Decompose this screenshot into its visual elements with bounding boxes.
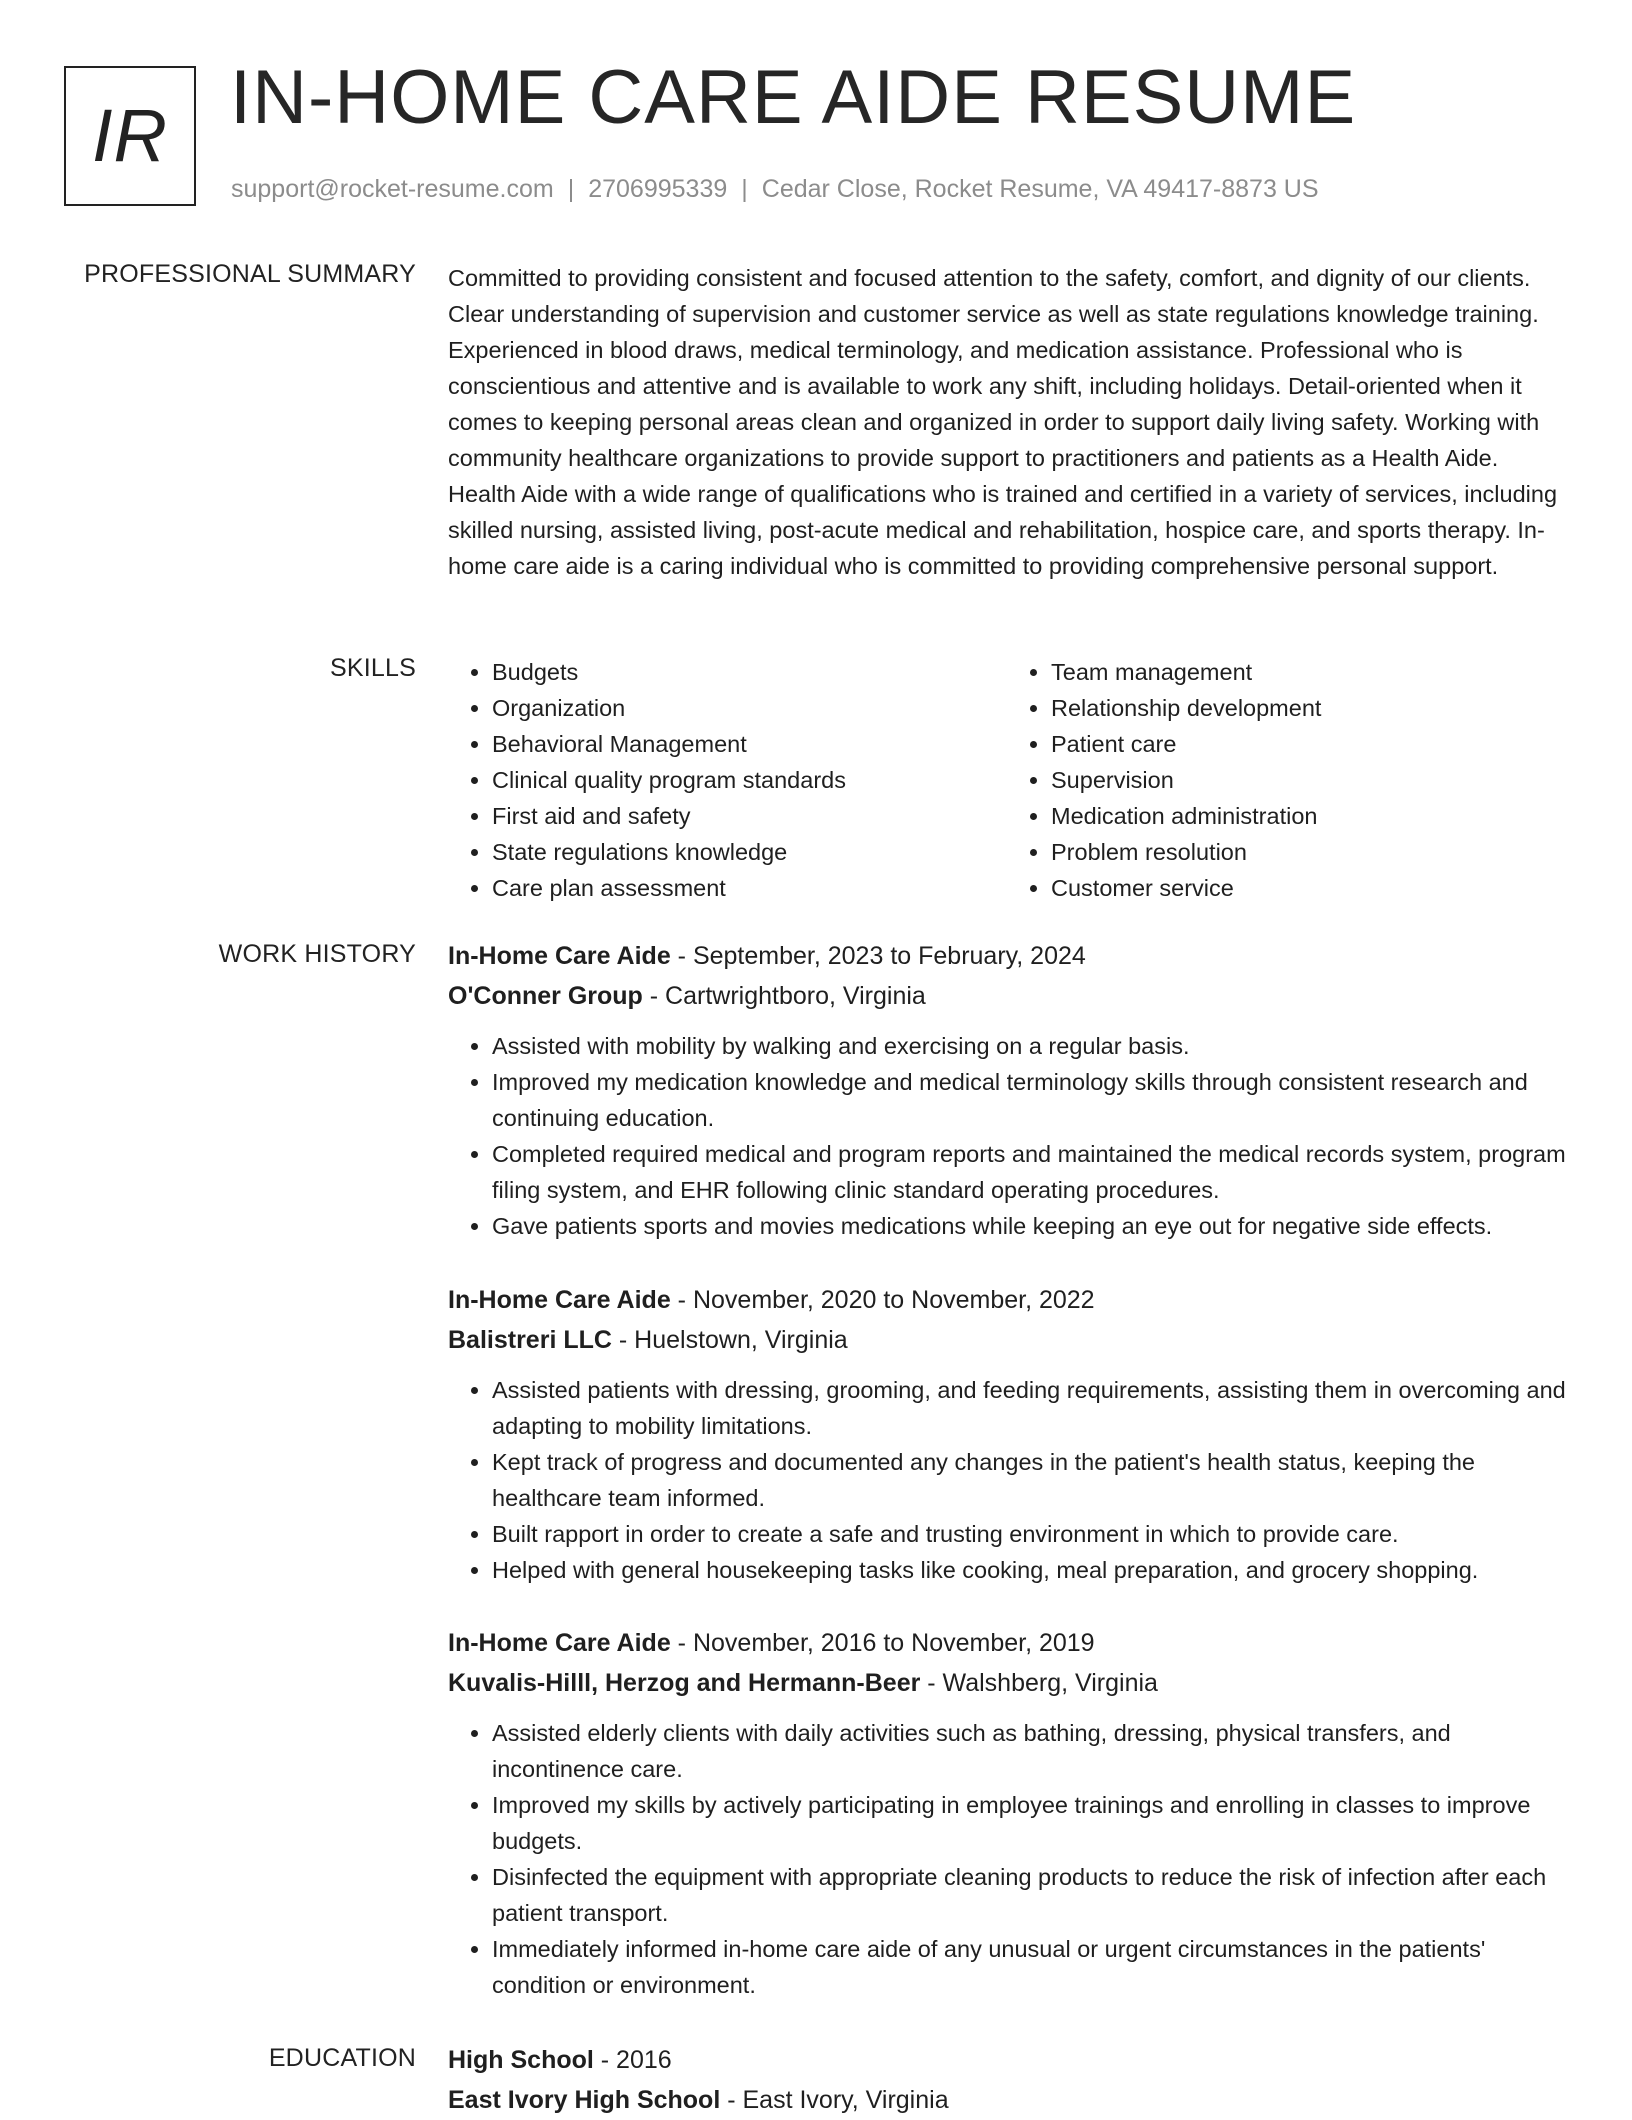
job-company-line	[448, 976, 1566, 1016]
skill-item: • Budgets	[492, 654, 1007, 690]
job-dates: - November, 2016 to November, 2019	[670, 1629, 1095, 1657]
summary-heading: PROFESSIONAL SUMMARY	[84, 260, 416, 288]
skill-item: • Behavioral Management	[492, 726, 1007, 762]
contact-phone[interactable]: 2706995339	[588, 175, 728, 203]
contact-email[interactable]: support@rocket-resume.com	[231, 175, 554, 203]
education-degree: High School	[448, 2046, 594, 2074]
skill-item: • Relationship development	[1051, 690, 1566, 726]
skill-item: • Medication administration	[1051, 798, 1566, 834]
education-degree-line	[448, 2040, 1566, 2080]
job-bullets	[448, 1028, 1566, 1244]
job-bullet: • Disinfected the equipment with appropriate cleaning products to reduce the risk of infection after each patient transport.	[492, 1859, 1566, 1931]
job-dates: - November, 2020 to November, 2022	[670, 1286, 1095, 1314]
job-bullet: • Built rapport in order to create a safe and trusting environment in which to provide care.	[492, 1516, 1566, 1552]
skills-section	[448, 654, 1566, 906]
job-entry	[448, 1280, 1566, 1588]
job-location: - Huelstown, Virginia	[611, 1326, 848, 1354]
skill-item: • Customer service	[1051, 870, 1566, 906]
job-bullet: • Kept track of progress and documented any changes in the patient's health status, keeping the healthcare team informed.	[492, 1444, 1566, 1516]
summary-text: Committed to providing consistent and focused attention to the safety, comfort, and dignity of our clients. Clear understanding of supervision and customer service as well as state regulations knowledge training. Experienced in blood draws, medical terminology, and medication assistance. Professional who is conscientious and attentive and is available to work any shift, including holidays. Detail-oriented when it comes to keeping personal areas clean and organized in order to support daily living safety. Working with community healthcare organizations to provide support to practitioners and patients as a Health Aide. Health Aide with a wide range of qualifications who is trained and certified in a variety of services, including skilled nursing, assisted living, post-acute medical and rehabilitation, hospice care, and sports therapy. In-home care aide is a caring individual who is committed to providing comprehensive personal support.	[448, 265, 1558, 579]
skills-list-left	[448, 654, 1007, 906]
job-title: In-Home Care Aide	[448, 942, 671, 970]
job-dates: - September, 2023 to February, 2024	[670, 942, 1086, 970]
job-title: In-Home Care Aide	[448, 1629, 671, 1657]
skill-item: • Problem resolution	[1051, 834, 1566, 870]
skill-item: • First aid and safety	[492, 798, 1007, 834]
skill-item: • Patient care	[1051, 726, 1566, 762]
skill-item: • Team management	[1051, 654, 1566, 690]
job-company-line	[448, 1663, 1566, 1703]
job-company-line	[448, 1320, 1566, 1360]
job-bullet: • Improved my medication knowledge and medical terminology skills through consistent research and continuing education.	[492, 1064, 1566, 1136]
job-bullets	[448, 1372, 1566, 1588]
job-entry	[448, 936, 1566, 1244]
skill-item: • Clinical quality program standards	[492, 762, 1007, 798]
skills-list-right	[1007, 654, 1566, 906]
job-bullets	[448, 1715, 1566, 2003]
job-title-line	[448, 1280, 1566, 1320]
job-bullet: • Gave patients sports and movies medications while keeping an eye out for negative side effects.	[492, 1208, 1566, 1244]
education-school-line	[448, 2080, 1566, 2120]
contact-line	[231, 175, 1319, 204]
skills-heading: SKILLS	[330, 654, 416, 682]
job-location: - Walshberg, Virginia	[920, 1669, 1158, 1697]
job-company: Balistreri LLC	[448, 1326, 612, 1354]
job-title: In-Home Care Aide	[448, 1286, 671, 1314]
job-entry	[448, 1623, 1566, 2003]
job-bullet: • Improved my skills by actively participating in employee trainings and enrolling in classes to improve budgets.	[492, 1787, 1566, 1859]
education-entry	[448, 2040, 1566, 2120]
skill-item: • State regulations knowledge	[492, 834, 1007, 870]
job-company: O'Conner Group	[448, 982, 643, 1010]
job-company: Kuvalis-Hilll, Herzog and Hermann-Beer	[448, 1669, 921, 1697]
job-bullet: • Completed required medical and program reports and maintained the medical records system, program filing system, and EHR following clinic standard operating procedures.	[492, 1136, 1566, 1208]
job-bullet: • Assisted elderly clients with daily activities such as bathing, dressing, physical transfers, and incontinence care.	[492, 1715, 1566, 1787]
skill-item: • Care plan assessment	[492, 870, 1007, 906]
job-bullet: • Assisted with mobility by walking and exercising on a regular basis.	[492, 1028, 1566, 1064]
education-school: East Ivory High School	[448, 2086, 721, 2114]
work-history-heading: WORK HISTORY	[218, 940, 416, 968]
job-location: - Cartwrightboro, Virginia	[642, 982, 926, 1010]
job-bullet: • Assisted patients with dressing, grooming, and feeding requirements, assisting them in overcoming and adapting to mobility limitations.	[492, 1372, 1566, 1444]
summary-section	[448, 260, 1566, 584]
job-title-line	[448, 1623, 1566, 1663]
job-title-line	[448, 936, 1566, 976]
resume-title: IN-HOME CARE AIDE RESUME	[230, 55, 1357, 140]
monogram-logo	[64, 66, 196, 206]
education-location: - East Ivory, Virginia	[720, 2086, 949, 2114]
contact-address: Cedar Close, Rocket Resume, VA 49417-8873 US	[761, 175, 1319, 203]
skill-item: • Supervision	[1051, 762, 1566, 798]
contact-separator: |	[567, 175, 575, 203]
contact-separator: |	[741, 175, 748, 203]
job-bullet: • Immediately informed in-home care aide of any unusual or urgent circumstances in the patients' condition or environment.	[492, 1931, 1566, 2003]
education-year: - 2016	[593, 2046, 672, 2074]
monogram-initials: IR	[92, 94, 168, 177]
job-bullet: • Helped with general housekeeping tasks like cooking, meal preparation, and grocery shopping.	[492, 1552, 1566, 1588]
skill-item: • Organization	[492, 690, 1007, 726]
education-heading: EDUCATION	[268, 2044, 416, 2072]
